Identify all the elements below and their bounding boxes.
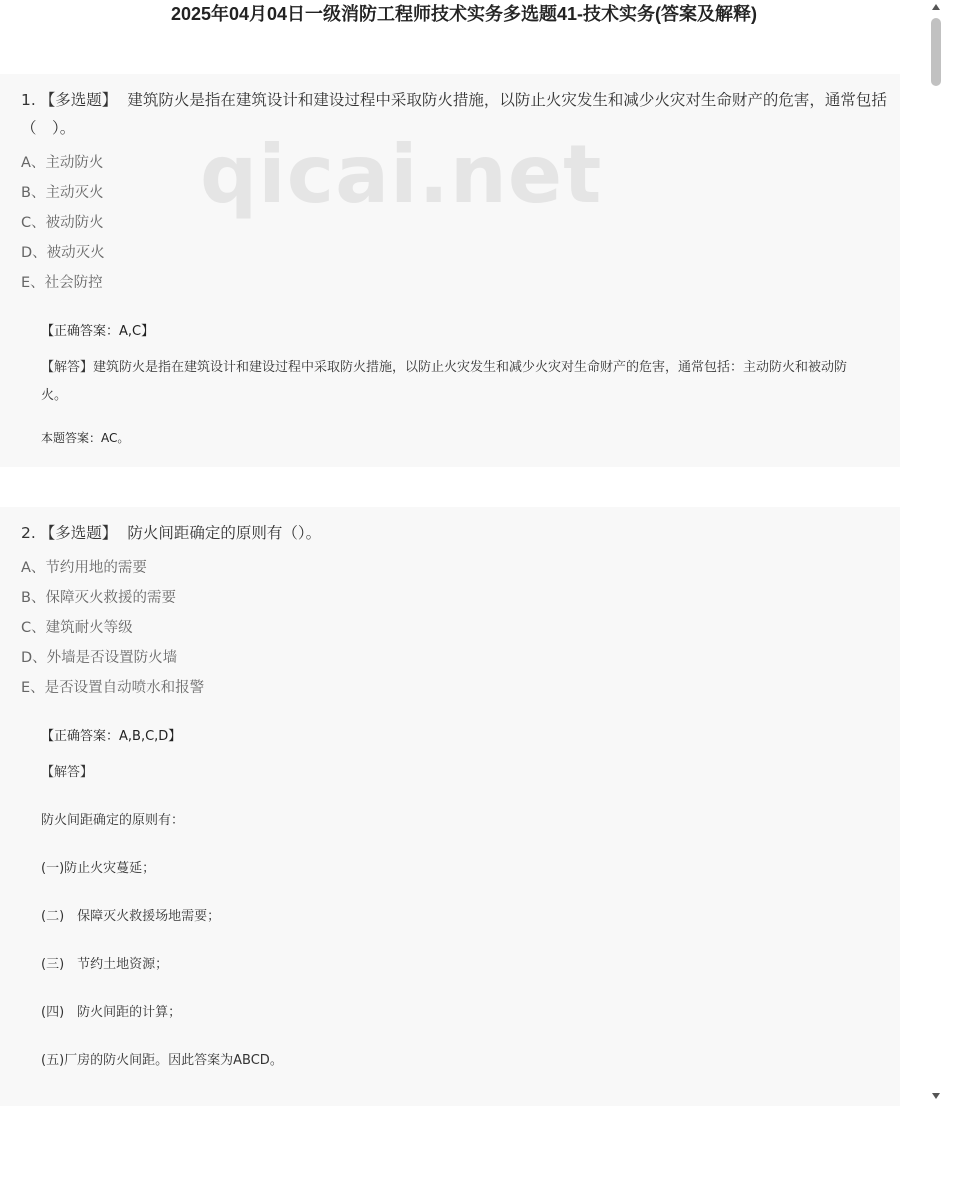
question-card-1	[0, 74, 900, 467]
question-number: 1.	[21, 91, 36, 109]
option-b[interactable]: B、主动灭火	[21, 185, 104, 201]
watermark: qicai.net	[200, 128, 603, 221]
question-text	[21, 86, 888, 142]
page-title: 2025年04月04日一级消防工程师技术实务多选题41-技术实务(答案及解释)	[170, 4, 758, 24]
explanation-line: (五)厂房的防火间距。因此答案为ABCD。	[41, 1053, 283, 1068]
scroll-up-arrow-icon[interactable]	[932, 4, 940, 10]
option-d[interactable]: D、被动灭火	[21, 245, 105, 261]
option-c[interactable]: C、建筑耐火等级	[21, 620, 133, 636]
question-card-2	[0, 507, 900, 1106]
vertical-scrollbar[interactable]	[929, 0, 944, 1103]
question-type: 【多选题】	[39, 524, 118, 542]
explanation-line: (四) 防火间距的计算；	[41, 1005, 182, 1020]
explanation-line: 防火间距确定的原则有：	[41, 813, 185, 828]
option-a[interactable]: A、节约用地的需要	[21, 560, 147, 576]
option-e[interactable]: E、是否设置自动喷水和报警	[21, 680, 205, 696]
question-type: 【多选题】	[39, 91, 118, 109]
scroll-thumb[interactable]	[931, 18, 941, 86]
explanation: 【解答】建筑防火是指在建筑设计和建设过程中采取防火措施，以防止火灾发生和减少火灾对生命财产的危害，通常包括：主动防火和被动防火。	[41, 360, 848, 403]
correct-answer: 【正确答案：A,C】	[41, 324, 155, 339]
option-e[interactable]: E、社会防控	[21, 275, 103, 291]
question-stem: 防火间距确定的原则有（）。	[127, 524, 322, 542]
explanation-line: (三) 节约土地资源；	[41, 957, 169, 972]
explanation-heading: 【解答】	[41, 765, 94, 780]
option-d[interactable]: D、外墙是否设置防火墙	[21, 650, 178, 666]
question-stem: 建筑防火是指在建筑设计和建设过程中采取防火措施，以防止火灾发生和减少火灾对生命财产的危害，通常包括（ ）。	[21, 91, 887, 137]
option-a[interactable]: A、主动防火	[21, 155, 104, 171]
explanation-line: (一)防止火灾蔓延；	[41, 861, 156, 876]
answer-note: 本题答案：AC。	[41, 431, 130, 445]
option-b[interactable]: B、保障灭火救援的需要	[21, 590, 176, 606]
option-c[interactable]: C、被动防火	[21, 215, 104, 231]
question-number: 2.	[21, 524, 36, 542]
correct-answer: 【正确答案：A,B,C,D】	[41, 729, 182, 744]
explanation-line: (二) 保障灭火救援场地需要；	[41, 909, 221, 924]
scroll-down-arrow-icon[interactable]	[932, 1093, 940, 1099]
question-text	[21, 519, 888, 547]
